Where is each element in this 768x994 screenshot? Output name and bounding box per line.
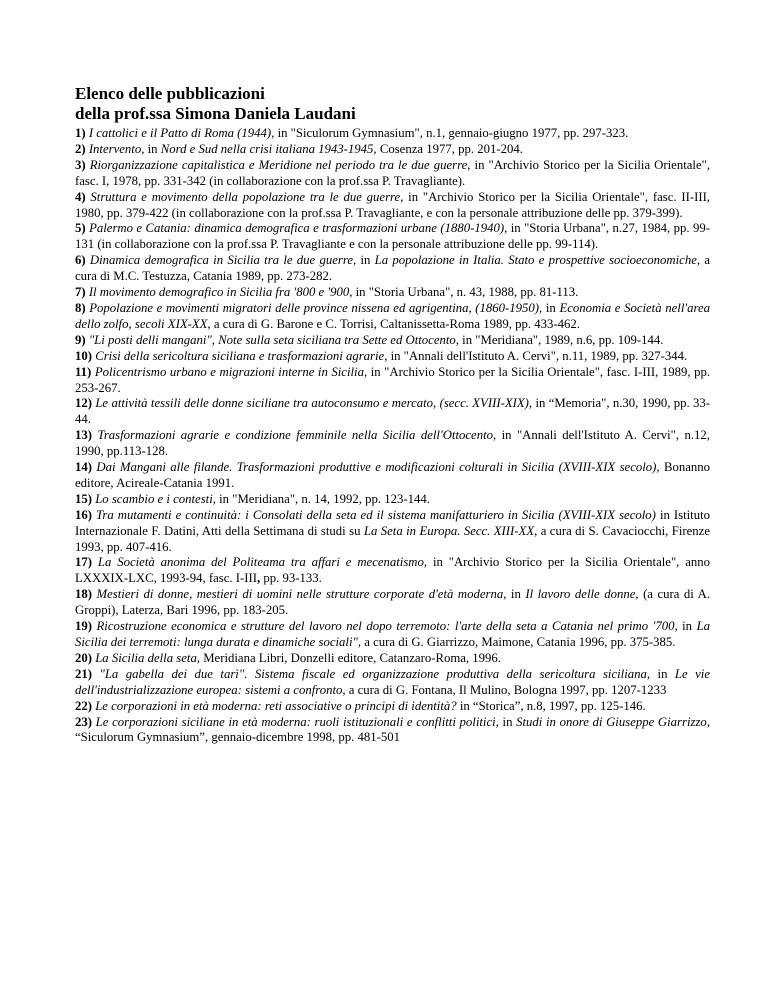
entry-text: in “Memoria", n.30, 1990, pp. 33-44. — [75, 396, 710, 427]
entry-text: , in "Storia Urbana", n.27, 1984, pp. 99-131 (in collaborazione con la prof.ssa P. Travagliante e con la personale attribuzione delle pp. 99-114). — [75, 221, 711, 252]
entry-title-italic: La Seta in Europa. Secc. XIII-XX — [363, 523, 535, 538]
publication-entry — [75, 365, 710, 397]
publication-entry — [75, 301, 710, 333]
entry-text: a cura di G. Giarrizzo, Maimone, Catania 1996, pp. 375-385. — [361, 635, 676, 649]
entry-text: , in "Annali dell'Istituto A. Cervi", n.12, 1990, pp.113-128. — [75, 428, 710, 459]
entry-number: 20) — [75, 650, 92, 665]
entry-text: , in "Siculorum Gymnasium", n.1, gennaio-giugno 1977, pp. 297-323. — [271, 126, 629, 140]
publication-entry — [75, 555, 710, 587]
entry-number: 4) — [75, 189, 86, 204]
entry-title-italic: Policentrismo urbano e migrazioni interne in Sicilia — [94, 364, 364, 379]
publication-entry — [75, 158, 710, 190]
entry-number: 6) — [75, 253, 86, 268]
publication-entry — [75, 396, 710, 428]
entry-text: a cura di G. Barone e C. Torrisi, Caltanissetta-Roma 1989, pp. 433-462. — [210, 316, 580, 331]
entry-number: 2) — [75, 141, 86, 156]
entry-title-italic: Crisi della sericoltura siciliana e trasformazioni agrarie — [95, 348, 385, 363]
entry-text: in — [498, 714, 517, 729]
entry-title-italic: Riorganizzazione capitalistica e Meridione nel periodo tra le due guerre, — [89, 157, 471, 172]
entry-number: 13) — [75, 428, 92, 443]
entry-number: 14) — [75, 460, 92, 475]
entry-number: 21) — [75, 666, 92, 681]
entry-title-italic: Il movimento demografico in Sicilia fra '800 e '900 — [88, 285, 350, 300]
entry-text: in — [356, 253, 375, 268]
publication-entry — [75, 253, 710, 285]
entry-text: Cosenza 1977, pp. 201-204. — [376, 141, 523, 156]
entry-title-italic: Lo scambio e i contesti — [95, 491, 213, 506]
entry-title-italic: Il lavoro delle donne, — [525, 587, 639, 602]
entry-title-italic: La popolazione in Italia. Stato e prospettive socioeconomiche — [374, 253, 697, 268]
entry-text: in "Meridiana", 1989, n.6, pp. 109-144. — [458, 332, 664, 347]
entry-number: 15) — [75, 491, 92, 506]
entry-text: Meridiana Libri, Donzelli editore, Catanzaro-Roma, 1996. — [200, 650, 501, 665]
entry-text: , a cura di M.C. Testuzza, Catania 1989, pp. 273-282. — [75, 253, 710, 284]
entry-number: 17) — [75, 555, 92, 570]
entry-number: 3) — [75, 157, 86, 172]
entry-title-italic: La Sicilia dei terremoti: lunga durata e dinamiche sociali", — [75, 619, 711, 649]
entry-text: , Bonanno editore, Acireale-Catania 1991. — [75, 460, 710, 490]
entry-text: , in "Meridiana", n. 14, 1992, pp. 123-144. — [212, 491, 430, 506]
entry-number: 1) — [75, 126, 86, 140]
entry-title-italic: Le attività tessili delle donne siciliane tra autoconsumo e mercato, (secc. XVIII-XIX), — [95, 396, 533, 411]
publication-entry — [75, 221, 710, 253]
entry-number: 18) — [75, 587, 92, 602]
entry-text: in “Storica”, n.8, 1997, pp. 125-146. — [456, 698, 646, 713]
entry-title-italic: Le corporazioni in età moderna: reti associative o principi di identità? — [95, 698, 457, 713]
publication-entry — [75, 492, 710, 508]
publication-entry — [75, 285, 710, 301]
entry-title-italic: Le corporazioni siciliane in età moderna: ruoli istituzionali e conflitti politici, — [95, 714, 499, 729]
publication-list — [75, 126, 710, 746]
publication-entry — [75, 651, 710, 667]
entry-number: 7) — [75, 285, 86, 300]
entry-text: in — [542, 300, 560, 315]
entry-text: , in "Archivio Storico per la Sicilia Orientale", fasc. II-III, 1980, pp. 379-422 (in collaborazione con la prof.ssa P. Travagliante, e con la personale attribuzione delle pp. 379-399). — [75, 189, 710, 220]
entry-title-italic: Ricostruzione economica e strutture del lavoro nel dopo terremoto: l'arte della seta a Catania nel primo '700 — [96, 619, 675, 634]
entry-title-italic: Dai Mangani alle filande. Trasformazioni produttive e modificazioni colturali in Sicilia (XVIII-XIX secolo) — [96, 460, 657, 475]
entry-title-italic: "La gabella dei due tarì". Sistema fiscale ed organizzazione produttiva della sericoltura siciliana, — [99, 666, 651, 681]
entry-title-italic: I cattolici e il Patto di Roma (1944) — [88, 126, 272, 140]
entry-text: , in — [674, 619, 697, 634]
entry-title-italic: Trasformazioni agrarie e condizione femminile nella Sicilia dell'Ottocento — [97, 428, 493, 443]
entry-number: 8) — [75, 300, 86, 315]
entry-title-italic: Nord e Sud nella crisi italiana 1943-1945, — [160, 141, 377, 156]
publication-entry — [75, 190, 710, 222]
entry-text: in "Archivio Storico per la Sicilia Orientale", fasc. I, 1978, pp. 331-342 (in collaborazione con la prof.ssa P. Travagliante). — [75, 157, 711, 188]
entry-number: 5) — [75, 221, 86, 236]
publication-entry — [75, 619, 710, 651]
publication-entry — [75, 667, 710, 699]
publication-entry — [75, 428, 710, 460]
title-line-1: Elenco delle pubblicazioni — [75, 84, 265, 103]
publication-entry — [75, 587, 710, 619]
entry-text: , in "Archivio Storico per la Sicilia Orientale", fasc. I-III, 1989, pp. 253-267. — [75, 364, 711, 395]
document-title — [75, 84, 710, 124]
title-line-2: della prof.ssa Simona Daniela Laudani — [75, 104, 356, 123]
entry-title-italic: La Società anonima del Politeama tra affari e mecenatismo — [97, 555, 424, 570]
entry-number: 12) — [75, 396, 92, 411]
publication-entry — [75, 349, 710, 365]
entry-number: 16) — [75, 507, 92, 522]
entry-title-italic: Popolazione e movimenti migratori delle province nissena ed agrigentina, (1860-1950), — [89, 300, 543, 315]
entry-title-italic: Economia e Società nell'area dello zolfo, secoli XIX-XX, — [75, 300, 710, 331]
entry-text: , in "Storia Urbana", n. 43, 1988, pp. 81-113. — [349, 285, 579, 300]
publication-entry — [75, 126, 710, 142]
entry-text: , — [257, 571, 261, 586]
entry-text: (a cura di A. Groppi), Laterza, Bari 1996, pp. 183-205. — [75, 587, 711, 618]
entry-title-italic: Struttura e movimento della popolazione tra le due guerre — [90, 189, 401, 204]
entry-text: in Istituto Internazionale F. Datini, Atti della Settimana di studi su — [75, 507, 711, 538]
publication-entry — [75, 699, 710, 715]
entry-title-italic: "Li posti delli mangani", Note sulla seta siciliana tra Sette ed Ottocento, — [88, 332, 459, 347]
entry-title-italic: Tra mutamenti e continuità: i Consolati della seta ed il sistema manifatturiero in Sicilia (XVIII-XIX secolo) — [96, 507, 656, 522]
entry-text: pp. 93-133. — [260, 571, 322, 586]
publication-entry — [75, 508, 710, 556]
entry-text: , in — [503, 587, 526, 602]
entry-text: , a cura di S. Cavaciocchi, Firenze 1993, pp. 407-416. — [75, 523, 710, 554]
entry-title-italic: Palermo e Catania: dinamica demografica e trasformazioni urbane (1880-1940) — [89, 221, 505, 236]
entry-title-italic: Dinamica demografica in Sicilia tra le due guerre, — [89, 253, 357, 268]
entry-number: 10) — [75, 348, 92, 363]
publication-entry — [75, 460, 710, 492]
entry-number: 11) — [75, 364, 92, 379]
entry-text: , in "Archivio Storico per la Sicilia Orientale", anno LXXXIX-LXC, 1993-94, fasc. I-III — [75, 555, 710, 586]
entry-text: , a cura di G. Fontana, Il Mulino, Bologna 1997, pp. 1207-1233 — [342, 682, 667, 697]
publication-entry — [75, 142, 710, 158]
entry-number: 22) — [75, 698, 92, 713]
entry-number: 19) — [75, 619, 92, 634]
entry-text: , “Siculorum Gymnasium”, gennaio-dicembre 1998, pp. 481-501 — [75, 714, 710, 745]
entry-text: , in "Annali dell'Istituto A. Cervi", n.11, 1989, pp. 327-344. — [384, 348, 688, 363]
entry-number: 9) — [75, 332, 86, 347]
entry-title-italic: Mestieri di donne, mestieri di uomini nelle strutture corporate d'età moderna — [96, 587, 504, 602]
entry-number: 23) — [75, 714, 92, 729]
entry-text: in — [650, 666, 675, 681]
publication-entry — [75, 333, 710, 349]
entry-text: in — [144, 141, 161, 156]
entry-title-italic: Le vie dell'industrializzazione europea: sistemi a confronto — [75, 666, 711, 697]
publication-entry — [75, 715, 710, 747]
entry-title-italic: Studi in onore di Giuseppe Giarrizzo — [516, 714, 707, 729]
entry-title-italic: La Sicilia della seta, — [95, 650, 201, 665]
entry-title-italic: Intervento, — [88, 141, 145, 156]
